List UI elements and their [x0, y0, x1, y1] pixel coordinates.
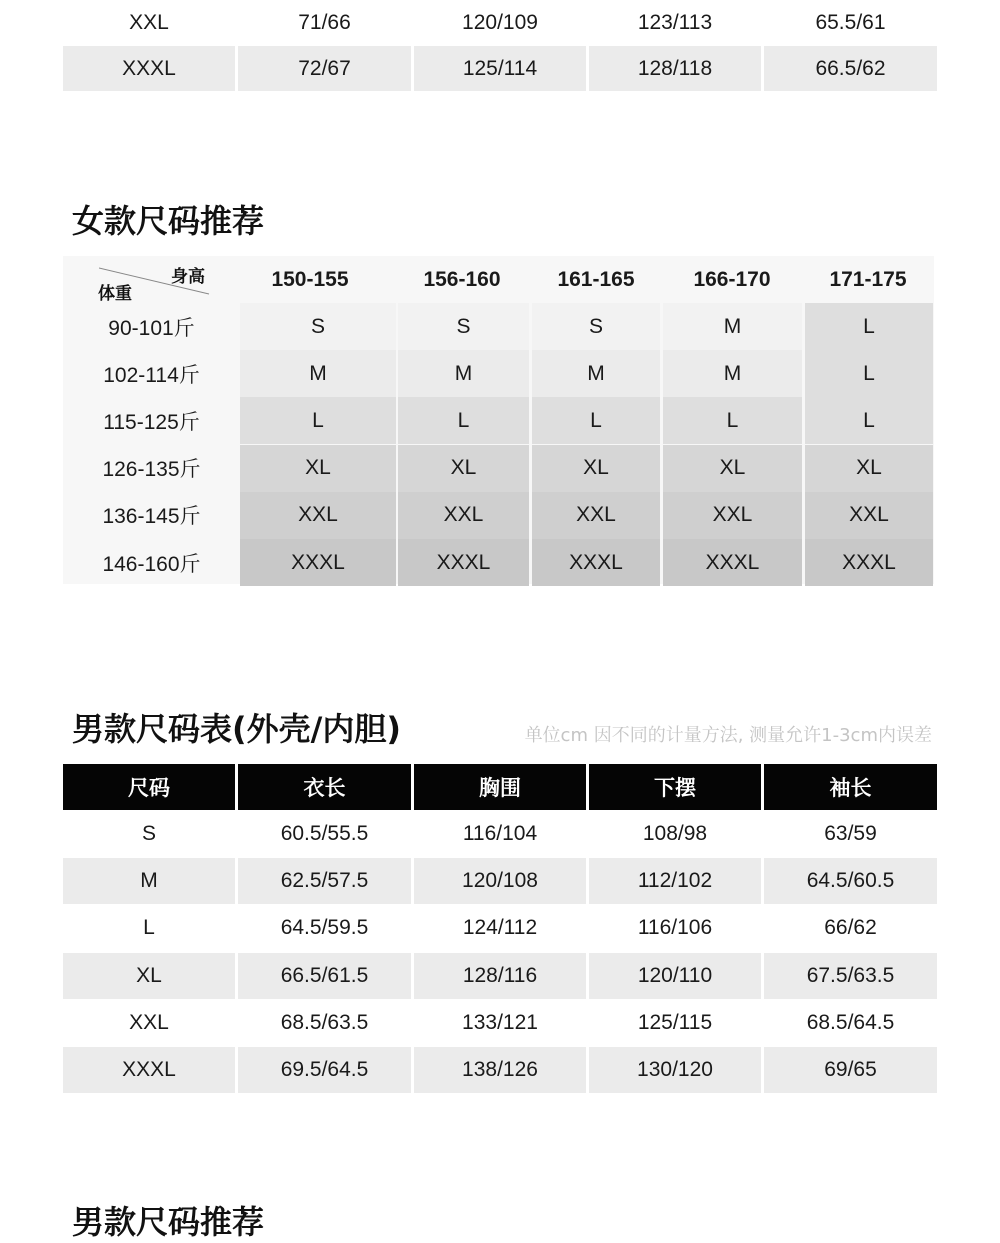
recommended-size-cell: XL: [805, 445, 933, 492]
table-cell: S: [141, 822, 156, 845]
table-cell: 69.5/64.5: [238, 1047, 411, 1093]
table-cell: 66/62: [824, 916, 877, 940]
column-header: 胸围: [414, 764, 586, 810]
table-cell: 130/120: [589, 1047, 761, 1093]
men-recommend-title: 男款尺码推荐: [72, 1203, 265, 1241]
recommended-size-cell: XL: [398, 445, 529, 492]
recommended-size-cell: L: [805, 303, 933, 350]
table-cell: 60.5/55.5: [280, 822, 369, 845]
table-cell: 123/113: [637, 10, 713, 34]
height-range-header: 166-170: [693, 267, 771, 291]
table-cell: 67.5/63.5: [764, 953, 937, 999]
height-range-header: 156-160: [423, 267, 501, 291]
table-cell: 68.5/64.5: [806, 1010, 895, 1034]
table-cell: L: [143, 916, 155, 940]
corner-weight-label: 体重: [98, 284, 132, 304]
table-cell: XXL: [129, 10, 169, 34]
weight-range-label: 115-125斤: [103, 410, 200, 434]
table-cell: 71/66: [298, 10, 351, 34]
women-recommend-title: 女款尺码推荐: [72, 202, 265, 240]
table-cell: 65.5/61: [815, 10, 886, 34]
recommended-size-cell: XL: [663, 445, 802, 492]
recommended-size-cell: M: [398, 350, 529, 397]
recommended-size-cell: XXL: [398, 492, 529, 539]
weight-range-label: 126-135斤: [102, 458, 201, 482]
table-cell: 62.5/57.5: [238, 858, 411, 904]
table-cell: 64.5/59.5: [280, 916, 369, 940]
recommended-size-cell: XXXL: [240, 539, 396, 586]
recommended-size-cell: L: [663, 397, 802, 444]
recommended-size-cell: M: [663, 303, 802, 350]
table-cell: 64.5/60.5: [764, 858, 937, 904]
table-cell: 133/121: [462, 1010, 538, 1034]
recommended-size-cell: XXL: [532, 492, 660, 539]
table-cell: XXXL: [63, 1047, 235, 1093]
table-cell: 72/67: [238, 46, 411, 91]
height-range-header: 171-175: [829, 267, 907, 291]
table-cell: 63/59: [824, 822, 877, 845]
recommended-size-cell: S: [240, 303, 396, 350]
corner-diagonal-line: [99, 266, 211, 296]
women-recommend-table: [63, 256, 934, 584]
recommended-size-cell: XL: [240, 445, 396, 492]
table-cell: 125/114: [414, 46, 586, 91]
recommended-size-cell: L: [532, 397, 660, 444]
table-cell: 68.5/63.5: [280, 1010, 369, 1034]
recommended-size-cell: S: [532, 303, 660, 350]
recommended-size-cell: XXXL: [805, 539, 933, 586]
weight-range-label: 146-160斤: [102, 552, 201, 576]
recommended-size-cell: XXXL: [663, 539, 802, 586]
column-header: 衣长: [238, 764, 411, 810]
table-cell: 120/108: [414, 858, 586, 904]
table-cell: 69/65: [764, 1047, 937, 1093]
table-cell: 120/110: [589, 953, 761, 999]
table-cell: 128/116: [414, 953, 586, 999]
recommended-size-cell: M: [532, 350, 660, 397]
recommended-size-cell: XL: [532, 445, 660, 492]
recommended-size-cell: L: [240, 397, 396, 444]
recommended-size-cell: L: [805, 397, 933, 444]
table-cell: XL: [63, 953, 235, 999]
height-range-header: 161-165: [557, 267, 635, 291]
table-cell: 66.5/61.5: [238, 953, 411, 999]
recommended-size-cell: S: [398, 303, 529, 350]
measurement-note: 单位cm 因不同的计量方法, 测量允许1-3cm内误差: [524, 725, 932, 746]
men-chart-title: 男款尺码表(外壳/内胆): [72, 710, 401, 748]
table-cell: XXXL: [63, 46, 235, 91]
height-range-header: 150-155: [271, 267, 349, 291]
recommended-size-cell: XXL: [663, 492, 802, 539]
table-cell: 128/118: [589, 46, 761, 91]
recommended-size-cell: XXL: [240, 492, 396, 539]
table-cell: 116/104: [462, 822, 538, 845]
table-cell: 125/115: [637, 1010, 713, 1034]
table-cell: 108/98: [642, 822, 708, 845]
weight-range-label: 90-101斤: [108, 316, 195, 340]
recommended-size-cell: XXXL: [532, 539, 660, 586]
recommended-size-cell: M: [240, 350, 396, 397]
column-header: 下摆: [589, 764, 761, 810]
table-cell: 124/112: [462, 916, 538, 940]
table-cell: 120/109: [462, 10, 538, 34]
recommended-size-cell: L: [398, 397, 529, 444]
weight-range-label: 102-114斤: [103, 363, 200, 387]
column-header: 尺码: [63, 764, 235, 810]
recommended-size-cell: L: [805, 350, 933, 397]
table-cell: 116/106: [637, 916, 713, 940]
column-header: 袖长: [764, 764, 937, 810]
table-cell: M: [63, 858, 235, 904]
table-cell: 112/102: [589, 858, 761, 904]
table-cell: 138/126: [414, 1047, 586, 1093]
corner-height-label: 身高: [171, 267, 205, 287]
table-cell: XXL: [129, 1010, 169, 1034]
recommended-size-cell: M: [663, 350, 802, 397]
recommended-size-cell: XXL: [805, 492, 933, 539]
recommended-size-cell: XXXL: [398, 539, 529, 586]
weight-range-label: 136-145斤: [102, 505, 201, 529]
table-cell: 66.5/62: [764, 46, 937, 91]
